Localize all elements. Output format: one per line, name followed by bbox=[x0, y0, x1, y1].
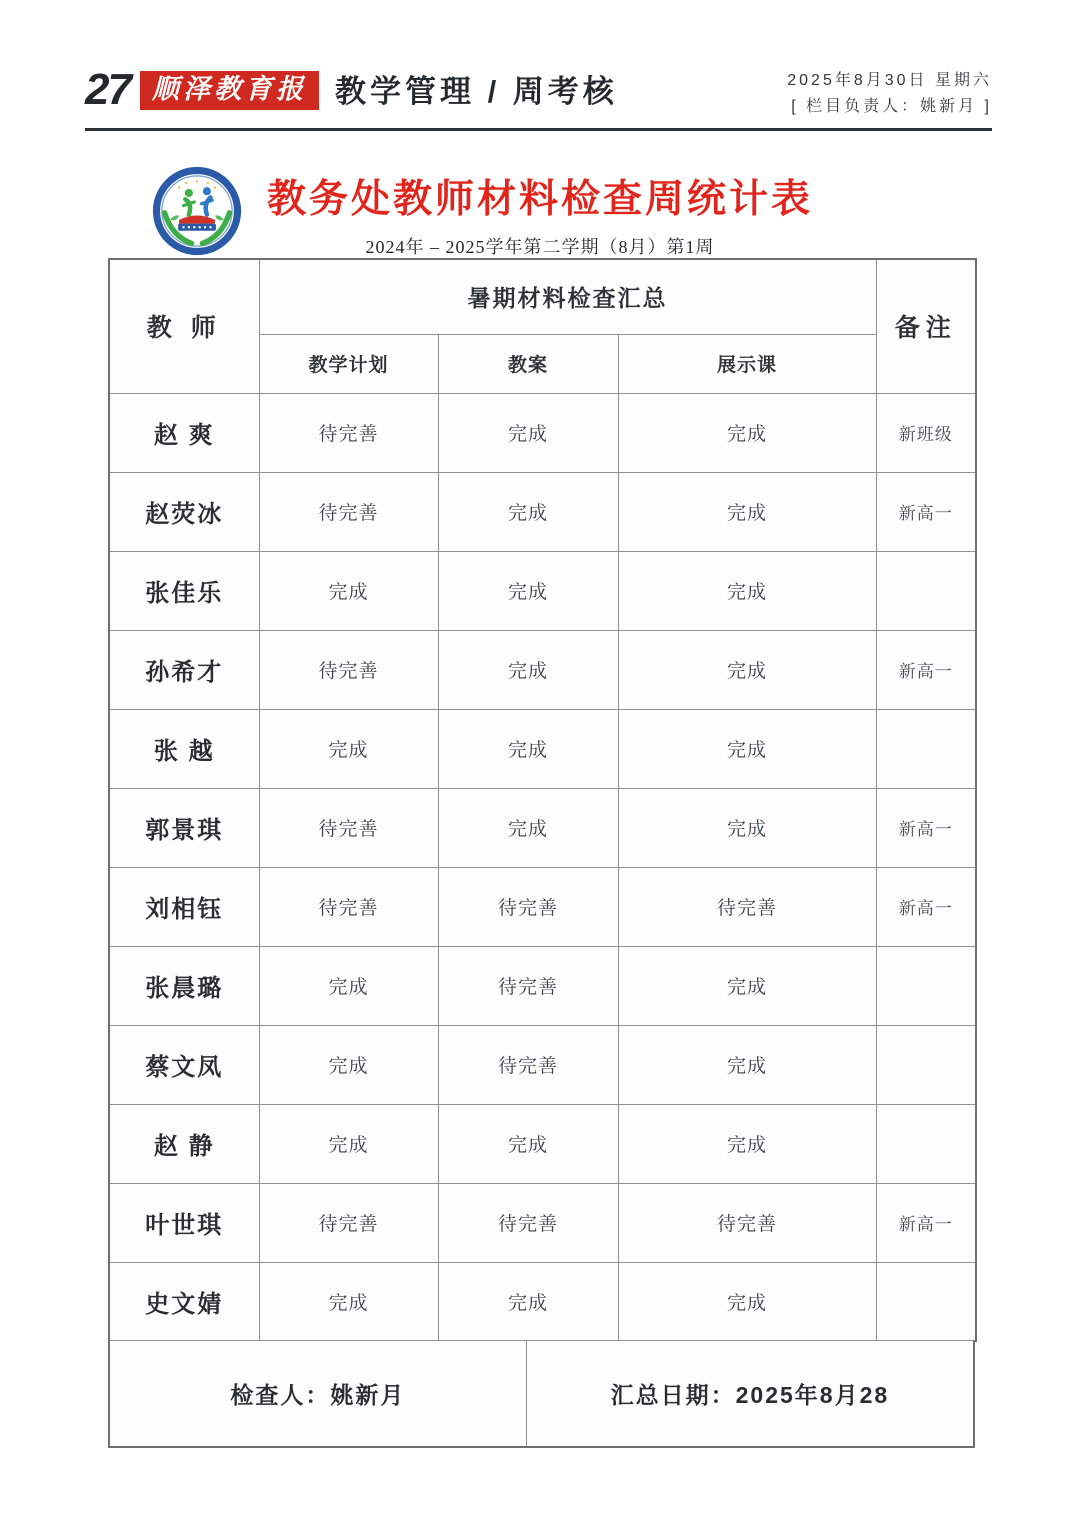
title-block bbox=[0, 158, 1080, 259]
header-remark: 备注 bbox=[876, 259, 976, 393]
teacher-name-cell: 孙希才 bbox=[109, 630, 259, 709]
teacher-name-cell: 赵 静 bbox=[109, 1104, 259, 1183]
teaching-plan-cell: 待完善 bbox=[259, 472, 438, 551]
table-row bbox=[109, 472, 976, 551]
article-subtitle: 2024年 – 2025学年第二学期（8月）第1周 bbox=[365, 237, 715, 257]
section-title: 教学管理 / 周考核 bbox=[334, 73, 618, 109]
masthead bbox=[85, 62, 992, 122]
remark-cell: 新高一 bbox=[876, 1183, 976, 1262]
lesson-plan-cell: 待完善 bbox=[438, 1183, 618, 1262]
demo-class-cell: 完成 bbox=[618, 709, 876, 788]
lesson-plan-cell: 完成 bbox=[438, 551, 618, 630]
teaching-plan-cell: 完成 bbox=[259, 1104, 438, 1183]
teacher-name-cell: 赵 爽 bbox=[109, 393, 259, 472]
table-row bbox=[109, 709, 976, 788]
demo-class-cell: 完成 bbox=[618, 1025, 876, 1104]
demo-class-cell: 完成 bbox=[618, 1104, 876, 1183]
article-title: 教务处教师材料检查周统计表 bbox=[266, 178, 813, 221]
teacher-name-cell: 史文婧 bbox=[109, 1262, 259, 1341]
teacher-name-cell: 刘相钰 bbox=[109, 867, 259, 946]
teaching-plan-cell: 完成 bbox=[259, 1262, 438, 1341]
table-body bbox=[109, 393, 976, 1341]
remark-cell: 新高一 bbox=[876, 867, 976, 946]
header-demo-class: 展示课 bbox=[618, 334, 876, 393]
demo-class-cell: 完成 bbox=[618, 630, 876, 709]
demo-class-cell: 完成 bbox=[618, 946, 876, 1025]
table-row bbox=[109, 788, 976, 867]
issue-number: 27 bbox=[85, 65, 130, 114]
header-group: 暑期材料检查汇总 bbox=[259, 259, 876, 334]
teaching-plan-cell: 完成 bbox=[259, 709, 438, 788]
table-footer bbox=[108, 1340, 975, 1448]
teaching-plan-cell: 待完善 bbox=[259, 393, 438, 472]
teacher-name-cell: 郭景琪 bbox=[109, 788, 259, 867]
table-row bbox=[109, 393, 976, 472]
header-lesson-plan: 教案 bbox=[438, 334, 618, 393]
teacher-name-cell: 蔡文凤 bbox=[109, 1025, 259, 1104]
table-row bbox=[109, 1183, 976, 1262]
date-line: 2025年8月30日 星期六 bbox=[787, 72, 992, 89]
lesson-plan-cell: 完成 bbox=[438, 709, 618, 788]
table-row bbox=[109, 630, 976, 709]
table-row bbox=[109, 1262, 976, 1341]
lesson-plan-cell: 待完善 bbox=[438, 1025, 618, 1104]
table-row bbox=[109, 1104, 976, 1183]
table-row bbox=[109, 867, 976, 946]
inspector-cell: 检查人：姚新月 bbox=[110, 1341, 527, 1446]
material-check-table bbox=[108, 258, 977, 1342]
masthead-right bbox=[787, 68, 992, 121]
remark-cell bbox=[876, 709, 976, 788]
remark-cell bbox=[876, 1104, 976, 1183]
demo-class-cell: 完成 bbox=[618, 393, 876, 472]
teacher-name-cell: 赵荧冰 bbox=[109, 472, 259, 551]
teaching-plan-cell: 待完善 bbox=[259, 867, 438, 946]
header-teacher: 教 师 bbox=[109, 259, 259, 393]
remark-cell bbox=[876, 946, 976, 1025]
editor-line: [ 栏目负责人：姚新月 ] bbox=[791, 98, 992, 116]
demo-class-cell: 完成 bbox=[618, 1262, 876, 1341]
lesson-plan-cell: 待完善 bbox=[438, 946, 618, 1025]
teaching-plan-cell: 完成 bbox=[259, 946, 438, 1025]
remark-cell: 新高一 bbox=[876, 472, 976, 551]
lesson-plan-cell: 待完善 bbox=[438, 867, 618, 946]
lesson-plan-cell: 完成 bbox=[438, 788, 618, 867]
teaching-plan-cell: 完成 bbox=[259, 1025, 438, 1104]
remark-cell: 新班级 bbox=[876, 393, 976, 472]
masthead-divider bbox=[85, 128, 992, 131]
demo-class-cell: 完成 bbox=[618, 472, 876, 551]
lesson-plan-cell: 完成 bbox=[438, 472, 618, 551]
remark-cell: 新高一 bbox=[876, 630, 976, 709]
demo-class-cell: 待完善 bbox=[618, 1183, 876, 1262]
teacher-name-cell: 张晨璐 bbox=[109, 946, 259, 1025]
table-header bbox=[109, 259, 976, 393]
school-badge-icon bbox=[150, 166, 244, 256]
teacher-name-cell: 张佳乐 bbox=[109, 551, 259, 630]
teaching-plan-cell: 完成 bbox=[259, 551, 438, 630]
demo-class-cell: 完成 bbox=[618, 788, 876, 867]
summary-date-cell: 汇总日期：2025年8月28 bbox=[610, 1382, 890, 1408]
remark-cell bbox=[876, 1262, 976, 1341]
header-teaching-plan: 教学计划 bbox=[259, 334, 438, 393]
lesson-plan-cell: 完成 bbox=[438, 1104, 618, 1183]
teacher-name-cell: 张 越 bbox=[109, 709, 259, 788]
teaching-plan-cell: 待完善 bbox=[259, 630, 438, 709]
remark-cell bbox=[876, 551, 976, 630]
table-row bbox=[109, 551, 976, 630]
teaching-plan-cell: 待完善 bbox=[259, 1183, 438, 1262]
demo-class-cell: 待完善 bbox=[618, 867, 876, 946]
lesson-plan-cell: 完成 bbox=[438, 393, 618, 472]
teaching-plan-cell: 待完善 bbox=[259, 788, 438, 867]
lesson-plan-cell: 完成 bbox=[438, 630, 618, 709]
remark-cell: 新高一 bbox=[876, 788, 976, 867]
brand-logo: 顺泽教育报 bbox=[140, 71, 319, 110]
lesson-plan-cell: 完成 bbox=[438, 1262, 618, 1341]
table-row bbox=[109, 946, 976, 1025]
demo-class-cell: 完成 bbox=[618, 551, 876, 630]
table-row bbox=[109, 1025, 976, 1104]
teacher-name-cell: 叶世琪 bbox=[109, 1183, 259, 1262]
masthead-left bbox=[85, 65, 618, 114]
remark-cell bbox=[876, 1025, 976, 1104]
